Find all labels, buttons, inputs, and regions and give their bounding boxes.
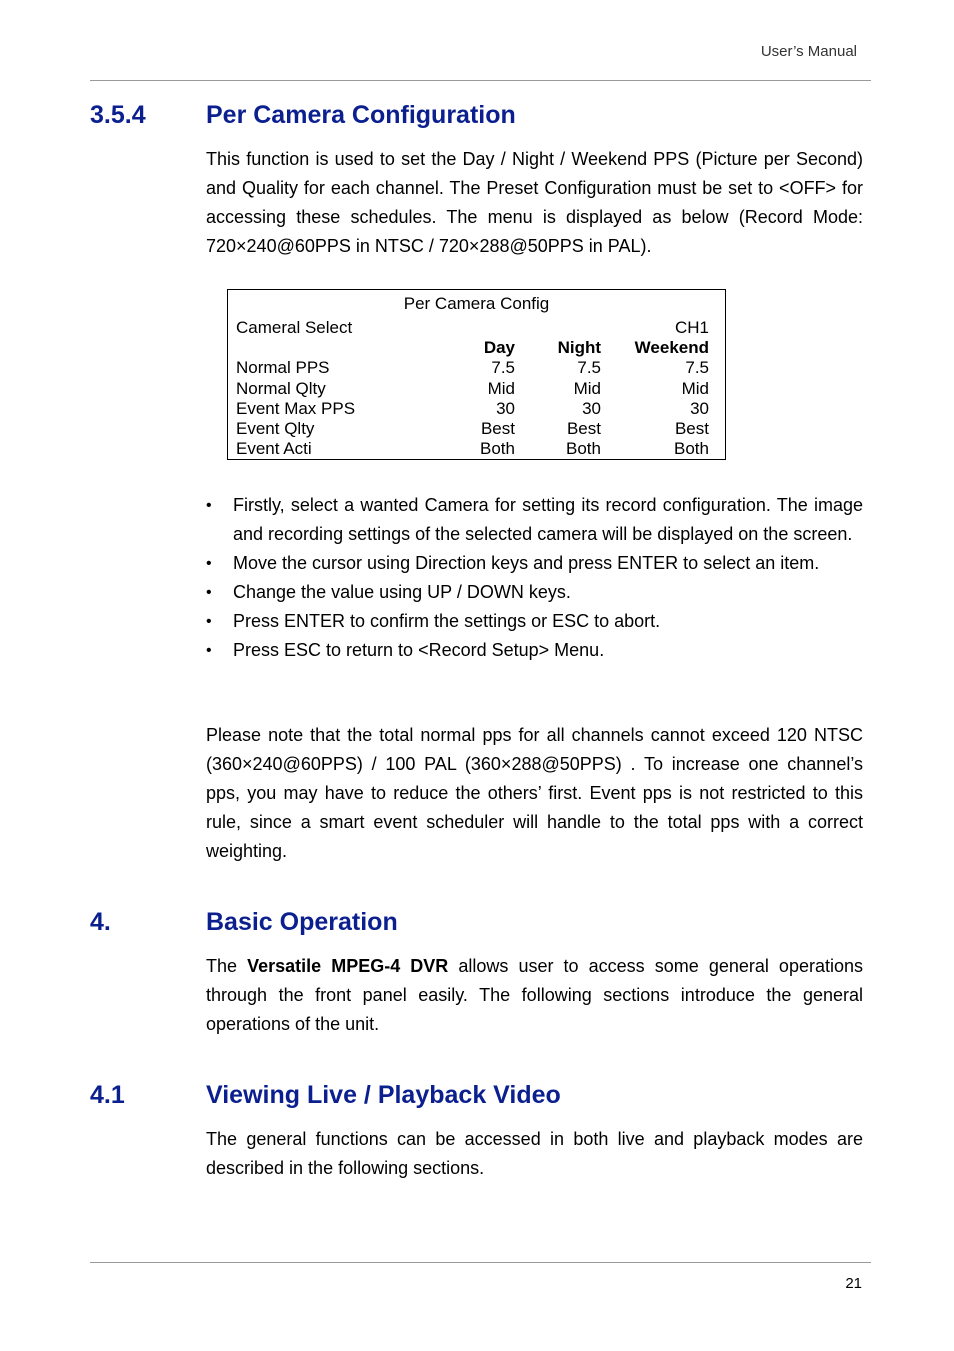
note-paragraph: Please note that the total normal pps for all channels cannot exceed 120 NTSC (360×240@60PPS) / 100 PAL (360×288@50PPS) . To increase one channel’s pps, you may have to reduce the others’ first. Event pps is not restricted to this rule, since a smart event scheduler will handle to the total pps with a correct weighting. (206, 725, 863, 861)
list-item (206, 578, 863, 607)
list-item-text: Move the cursor using Direction keys and press ENTER to select an item. (233, 553, 820, 573)
basic-operation-paragraph (206, 952, 863, 1039)
config-row-label: Event Qlty (236, 418, 315, 438)
list-item (206, 549, 863, 578)
header-rule (90, 80, 871, 81)
config-weekend-value: 30 (690, 398, 709, 418)
intro-paragraph: This function is used to set the Day / Night / Weekend PPS (Picture per Second) and Quality for each channel. The Preset Configuration must be set to <OFF> for accessing these schedules. The menu is displayed as below (Record Mode: 720×240@60PPS in NTSC / 720×288@50PPS in PAL). (206, 149, 863, 256)
instruction-list (206, 491, 863, 665)
config-night-value: Best (566, 418, 601, 438)
config-day-value: 7.5 (491, 358, 515, 378)
bullet-icon: • (206, 642, 212, 659)
config-row-label: Event Max PPS (236, 398, 356, 418)
config-title: Per Camera Config (403, 294, 550, 313)
camera-select-label: Cameral Select (236, 318, 353, 337)
config-row-label: Normal Qlty (236, 378, 326, 398)
config-night-value: 30 (582, 398, 601, 418)
bullet-icon: • (206, 584, 212, 601)
list-item (206, 491, 863, 549)
list-item-text: Change the value using UP / DOWN keys. (233, 582, 571, 602)
column-header-day: Day (483, 338, 515, 358)
config-grid (236, 318, 709, 459)
camera-select-row (236, 318, 709, 338)
config-day-value: Both (480, 439, 515, 459)
list-item-text: Firstly, select a wanted Camera for setting its record configuration. The image and recording settings of the selected camera will be displayed on the screen. (233, 495, 863, 544)
config-weekend-value: 7.5 (685, 358, 709, 378)
config-column-headers (236, 338, 709, 358)
body-text-post: allows user to access some general operations through the front panel easily. The following sections introduce the general operations of the unit. (206, 956, 863, 1034)
column-header-weekend: Weekend (634, 338, 709, 358)
bullet-icon: • (206, 555, 212, 572)
config-weekend-value: Both (674, 439, 709, 459)
section-title: Per Camera Configuration (206, 101, 516, 129)
footer-rule (90, 1262, 871, 1263)
body-text-pre: The (206, 956, 248, 976)
config-day-value: Best (480, 418, 515, 438)
config-row (236, 379, 709, 399)
column-header-night: Night (557, 338, 601, 358)
section-title: Basic Operation (206, 908, 398, 936)
viewing-paragraph: The general functions can be accessed in both live and playback modes are described in the following sections. (206, 1129, 863, 1178)
config-row (236, 399, 709, 419)
config-row-label: Event Acti (236, 439, 312, 459)
list-item (206, 607, 863, 636)
config-night-value: 7.5 (577, 358, 601, 378)
list-item-text: Press ESC to return to <Record Setup> Menu. (233, 640, 605, 660)
product-name: Versatile MPEG-4 DVR (247, 956, 449, 976)
running-header: User’s Manual (760, 43, 857, 60)
list-item-text: Press ENTER to confirm the settings or ESC to abort. (233, 611, 661, 631)
page-number: 21 (845, 1275, 862, 1292)
per-camera-config-box (227, 289, 726, 460)
config-weekend-value: Best (674, 418, 709, 438)
config-night-value: Both (566, 439, 601, 459)
config-row-label: Normal PPS (236, 358, 330, 378)
camera-select-value: CH1 (674, 318, 709, 337)
section-number: 4. (90, 908, 111, 936)
config-row (236, 419, 709, 439)
config-night-value: Mid (573, 378, 601, 398)
section-number: 3.5.4 (90, 101, 146, 129)
config-day-value: Mid (487, 378, 515, 398)
bullet-icon: • (206, 497, 212, 514)
section-number: 4.1 (90, 1081, 125, 1109)
config-row (236, 358, 709, 378)
config-weekend-value: Mid (681, 378, 709, 398)
config-day-value: 30 (496, 398, 515, 418)
bullet-icon: • (206, 613, 212, 630)
section-title: Viewing Live / Playback Video (206, 1081, 561, 1109)
config-row (236, 439, 709, 459)
list-item (206, 636, 863, 665)
